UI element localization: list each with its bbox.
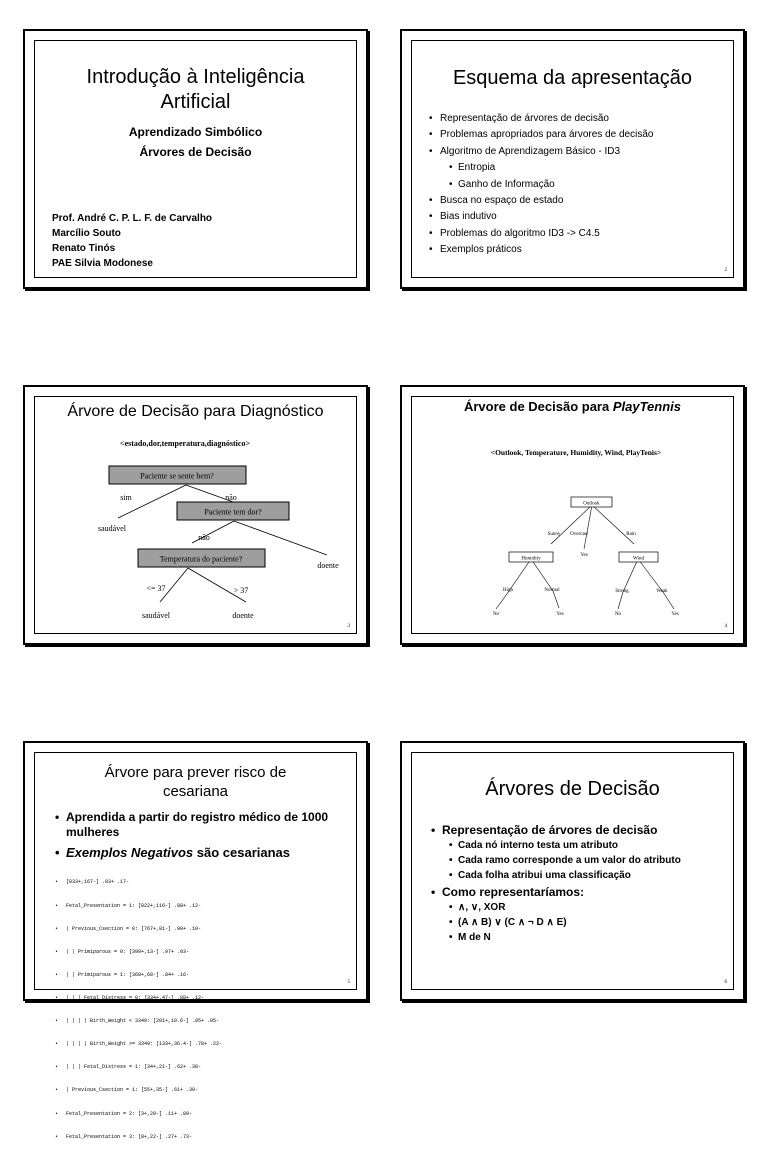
slide-5 [23, 741, 368, 1140]
outline-item: • Problemas apropriados para árvores de decisão [440, 127, 653, 143]
author-name: Prof. André C. P. L. F. de Carvalho [52, 213, 213, 224]
branch-label: Overcast [570, 532, 588, 537]
bullet-subitem: • Cada folha atribui uma classificação [458, 868, 727, 883]
bullet-list [442, 823, 727, 945]
branch-label: High [503, 588, 513, 593]
diagnosis-tree-diagram [35, 425, 356, 632]
author-name: Marcílio Souto [52, 228, 121, 239]
slide-4-frame [411, 396, 734, 634]
tree-line: • | | | Fetal_Distress = 0: [334+,47-] .88+ .12- [66, 995, 222, 1003]
branch-label: Rain [626, 532, 636, 537]
bullet-subitem: • ∧, ∨, XOR [458, 900, 727, 915]
branch-label: não [225, 493, 237, 502]
bullet-list [66, 810, 346, 860]
node-label: Wind [633, 556, 644, 562]
bullet-item: • Aprendida a partir do registro médico de 1000 mulheres [66, 810, 346, 840]
slide-1-frame [34, 40, 357, 278]
bullet-text: são cesarianas [193, 845, 291, 860]
slide-title: Árvore de Decisão para Diagnóstico [67, 403, 324, 420]
author-list [52, 211, 212, 271]
node-label: Paciente se sente bem? [140, 471, 214, 481]
leaf-label: doente [232, 611, 254, 620]
slide-2-frame [411, 40, 734, 278]
tree-line: • Fetal_Presentation = 2: [3+,29-] .11+ .89- [66, 1111, 222, 1119]
branch-label: > 37 [233, 586, 249, 595]
leaf-label: No [492, 612, 500, 617]
outline-item: • Bias indutivo [440, 209, 653, 225]
playtennis-tree-diagram [412, 425, 733, 635]
bullet-subitem: • M de N [458, 930, 727, 945]
tree-line: • | Previous_Csection = 0: [767+,81-] .90+ .10- [66, 926, 222, 934]
slide-2 [400, 29, 745, 289]
tree-line: • | | | | Birth_Weight < 3349: [201+,10.6-] .95+ .05- [66, 1018, 222, 1026]
outline-item: • Representação de árvores de decisão [440, 111, 653, 127]
leaf-label: No [614, 612, 622, 617]
tree-line: • | Previous_Csection = 1: [55+,35-] .61+ .39- [66, 1087, 222, 1095]
slide-subtitle: Aprendizado Simbólico [128, 125, 263, 139]
slide-subtitle: Árvores de Decisão [139, 145, 252, 159]
branch-label: Sunny [547, 532, 561, 537]
attribute-schema: <Outlook, Temperature, Humidity, Wind, PlayTenis> [490, 448, 662, 457]
slide-3 [23, 385, 368, 645]
leaf-label: Yes [556, 612, 564, 617]
bullet-item: • Como representaríamos: [442, 885, 727, 900]
slide-title-text: Árvore de Decisão para [463, 399, 613, 414]
leaf-label: saudável [98, 524, 126, 533]
outline-item: • Algoritmo de Aprendizagem Básico - ID3 [440, 144, 653, 160]
author-name: PAE Silvia Modonese [52, 258, 153, 269]
author-name: Renato Tinós [52, 243, 116, 254]
tree-line: • | | Primiparous = 0: [399+,13-] .97+ .03- [66, 949, 222, 957]
bullet-item [66, 845, 346, 860]
branch-label: sim [120, 493, 132, 502]
bullet-item: • Representação de árvores de decisão [442, 823, 727, 838]
page-number: 4 [724, 624, 727, 629]
slide-title: Árvores de Decisão [485, 778, 660, 800]
leaf-label: doente [317, 561, 339, 570]
leaf-label: saudável [142, 611, 170, 620]
branch-label: <= 37 [146, 584, 166, 593]
slide-title-italic: PlayTennis [612, 399, 681, 414]
tree-line: • Fetal_Presentation = 3: [8+,22-] .27+ .73- [66, 1134, 222, 1142]
outline-item: • Busca no espaço de estado [440, 193, 653, 209]
tree-line: • [833+,167-] .83+ .17- [66, 879, 222, 887]
attribute-schema: <estado,dor,temperatura,diagnóstico> [120, 439, 250, 448]
branch-label: Weak [656, 589, 668, 594]
tree-line: • Fetal_Presentation = 1: [822+,116-] .88+ .12- [66, 903, 222, 911]
slide-3-frame [34, 396, 357, 634]
page-number: 6 [724, 980, 727, 985]
outline-item: • Problemas do algoritmo ID3 -> C4.5 [440, 226, 653, 242]
outline-subitem: • Entropia [458, 160, 653, 176]
slide-title: Árvore para prever risco de cesariana [104, 764, 287, 800]
outline-item: • Exemplos práticos [440, 242, 653, 258]
bullet-subitem: • (A ∧ B) ∨ (C ∧ ¬ D ∧ E) [458, 915, 727, 930]
slide-5-frame [34, 752, 357, 1140]
branch-label: Normal [544, 588, 560, 593]
outline-subitem: • Ganho de Informação [458, 177, 653, 193]
tree-line: • | | | Fetal_Distress = 1: [34+,21-] .62+ .38- [66, 1064, 222, 1072]
outline-list [440, 111, 653, 259]
tree-line: • | | Primiparous = 1: [368+,68-] .84+ .16- [66, 972, 222, 980]
tree-line: • | | | | Birth_Weight >= 3349: [133+,36.4-] .78+ .22- [66, 1041, 222, 1049]
leaf-label: Yes [671, 612, 679, 617]
slide-6 [400, 741, 745, 1001]
node-label: Humidity [521, 556, 541, 562]
bullet-subitem: • Cada nó interno testa um atributo [458, 838, 727, 853]
branch-label: não [198, 533, 210, 542]
slide-title: Introdução à Inteligência Artificial [86, 66, 305, 113]
node-label: Paciente tem dor? [204, 507, 262, 517]
page-number: 2 [724, 268, 727, 273]
slide-4 [400, 385, 745, 645]
bullet-subitem: • Cada ramo corresponde a um valor do atributo [458, 853, 727, 868]
page-number: 3 [347, 624, 350, 629]
page-number: 5 [347, 980, 350, 985]
branch-label: Strong [615, 589, 629, 594]
slide-6-frame [411, 752, 734, 990]
leaf-label: Yes [580, 553, 588, 558]
slide-title: Esquema da apresentação [452, 67, 693, 89]
slide-title [412, 399, 733, 414]
node-label: Temperatura do paciente? [159, 554, 243, 564]
tree-text-output [66, 864, 222, 1157]
slide-1 [23, 29, 368, 289]
node-label: Outlook [583, 501, 600, 507]
bullet-emphasis: Exemplos Negativos [66, 845, 194, 860]
